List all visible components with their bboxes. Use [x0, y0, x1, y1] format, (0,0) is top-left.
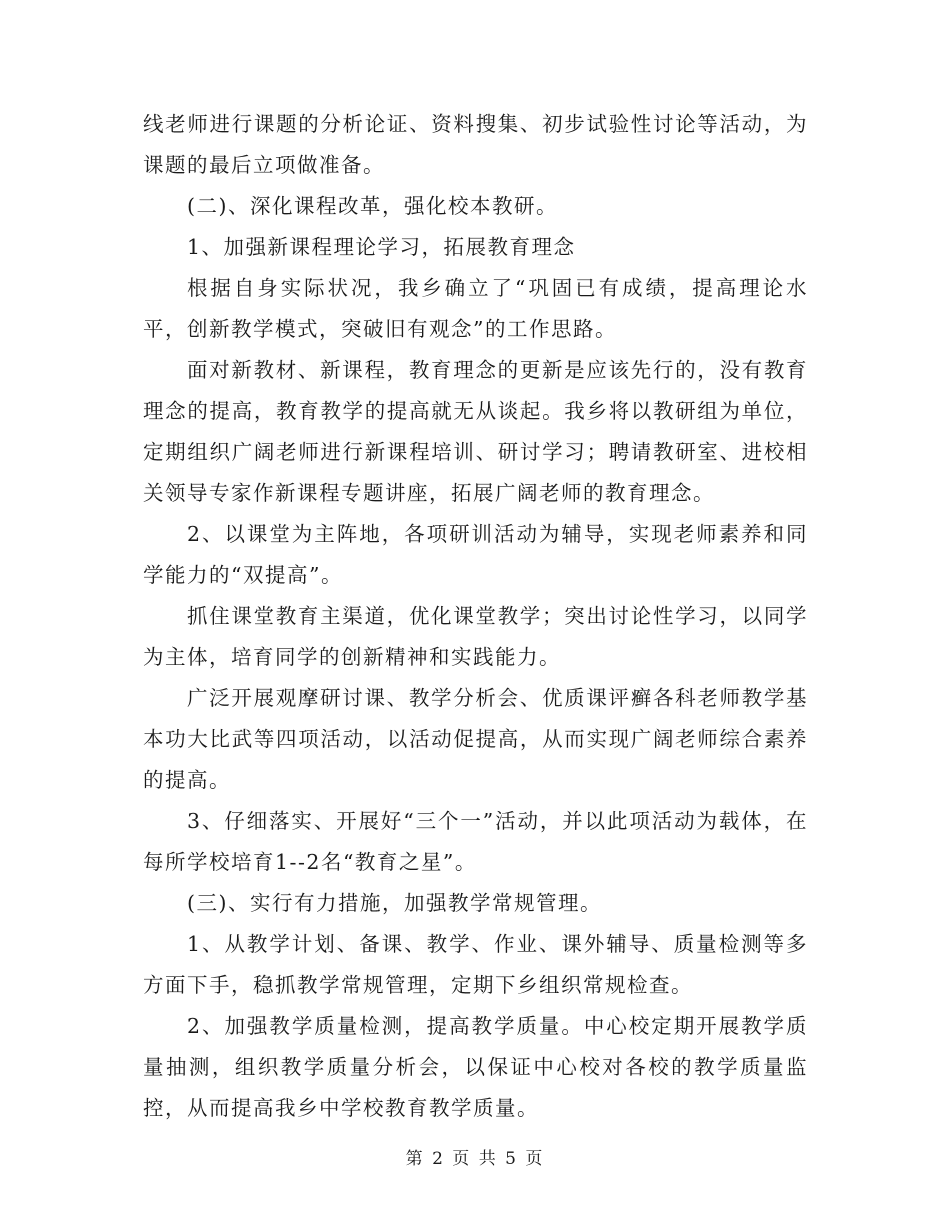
subsection-heading: 2、以课堂为主阵地，各项研训活动为辅导，实现老师素养和同学能力的“双提高”。 — [143, 522, 808, 587]
section-heading: (二)、深化课程改革，强化校本教研。 — [187, 194, 558, 218]
paragraph: 根据自身实际状况，我乡确立了“巩固已有成绩，提高理论水平，创新教学模式，突破旧有观念”的工作思路。 — [143, 276, 808, 341]
subsection-heading: 1、加强新课程理论学习，拓展教育理念 — [187, 235, 576, 259]
paragraph: 面对新教材、新课程，教育理念的更新是应该先行的，没有教育理念的提高，教育教学的提高就无从谈起。我乡将以教研组为单位，定期组织广阔老师进行新课程培训、研讨学习；聘请教研室、进校相关领导专家作新课程专题讲座，拓展广阔老师的教育理念。 — [143, 358, 808, 505]
document-body — [143, 104, 808, 1129]
section-heading: (三)、实行有力措施，加强教学常规管理。 — [187, 891, 602, 915]
paragraph: 抓住课堂教育主渠道，优化课堂教学；突出讨论性学习，以同学为主体，培育同学的创新精神和实践能力。 — [143, 604, 808, 669]
paragraph: 1、从教学计划、备课、教学、作业、课外辅导、质量检测等多方面下手，稳抓教学常规管理，定期下乡组织常规检查。 — [143, 932, 808, 997]
subsection-heading: 3、仔细落实、开展好“三个一”活动，并以此项活动为载体，在每所学校培育1--2名“教育之星”。 — [143, 809, 808, 874]
page-number-footer: 第 2 页 共 5 页 — [405, 1149, 545, 1169]
paragraph: 线老师进行课题的分析论证、资料搜集、初步试验性讨论等活动，为课题的最后立项做准备。 — [143, 112, 808, 177]
paragraph: 2、加强教学质量检测，提高教学质量。中心校定期开展教学质量抽测，组织教学质量分析会，以保证中心校对各校的教学质量监控，从而提高我乡中学校教育教学质量。 — [143, 1014, 808, 1120]
paragraph: 广泛开展观摩研讨课、教学分析会、优质课评癣各科老师教学基本功大比武等四项活动，以活动促提高，从而实现广阔老师综合素养的提高。 — [143, 686, 808, 792]
